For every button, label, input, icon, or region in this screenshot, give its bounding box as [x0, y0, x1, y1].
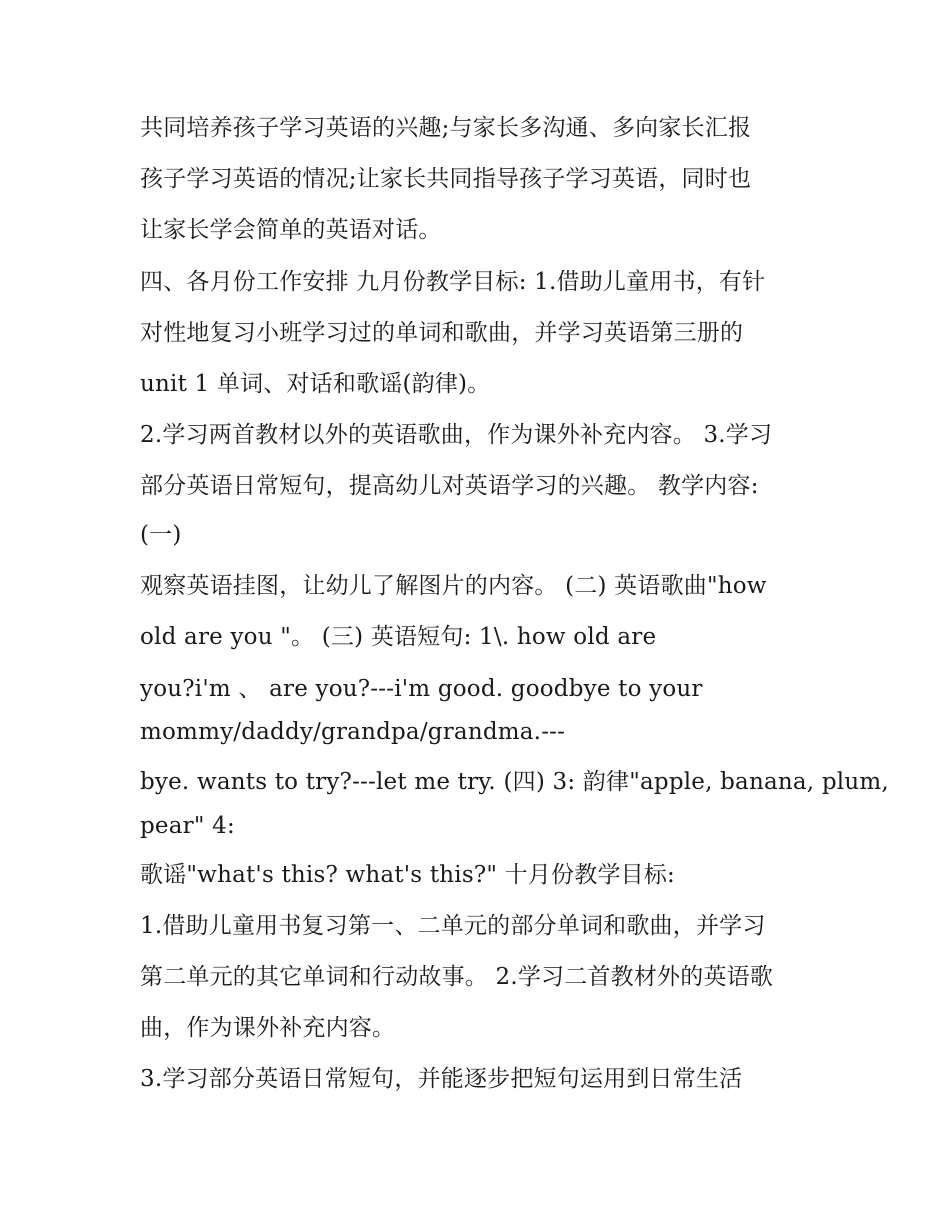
- text-line: pear" 4:: [140, 813, 235, 839]
- text-line: 歌谣"what's this? what's this?" 十月份教学目标:: [140, 862, 676, 888]
- text-line: 四、各月份工作安排 九月份教学目标: 1.借助儿童用书，有针: [140, 269, 766, 295]
- text-line: 第二单元的其它单词和行动故事。 2.学习二首教材外的英语歌: [140, 964, 774, 990]
- text-line: 让家长学会简单的英语对话。: [140, 217, 442, 243]
- text-line: 孩子学习英语的情况;让家长共同指导孩子学习英语，同时也: [140, 166, 752, 192]
- text-line: mommy/daddy/grandpa/grandma.---: [140, 719, 566, 745]
- text-line: bye. wants to try?---let me try. (四) 3: 韵律"apple, banana, plum,: [140, 769, 889, 795]
- text-line: 部分英语日常短句，提高幼儿对英语学习的兴趣。 教学内容:: [140, 473, 759, 499]
- text-line: you?i'm 、 are you?---i'm good. goodbye to your: [140, 676, 703, 702]
- text-line: (一): [140, 522, 182, 548]
- text-line: 2.学习两首教材以外的英语歌曲，作为课外补充内容。 3.学习: [140, 422, 773, 448]
- text-line: unit 1 单词、对话和歌谣(韵律)。: [140, 371, 491, 397]
- text-line: 观察英语挂图，让幼儿了解图片的内容。 (二) 英语歌曲"how: [140, 573, 767, 599]
- text-line: 曲，作为课外补充内容。: [140, 1015, 396, 1041]
- text-line: 共同培养孩子学习英语的兴趣;与家长多沟通、多向家长汇报: [140, 115, 752, 141]
- text-line: 对性地复习小班学习过的单词和歌曲，并学习英语第三册的: [140, 320, 744, 346]
- text-line: old are you "。 (三) 英语短句: 1\. how old are: [140, 624, 657, 650]
- text-line: 3.学习部分英语日常短句，并能逐步把短句运用到日常生活: [140, 1066, 743, 1092]
- text-line: 1.借助儿童用书复习第一、二单元的部分单词和歌曲，并学习: [140, 913, 766, 939]
